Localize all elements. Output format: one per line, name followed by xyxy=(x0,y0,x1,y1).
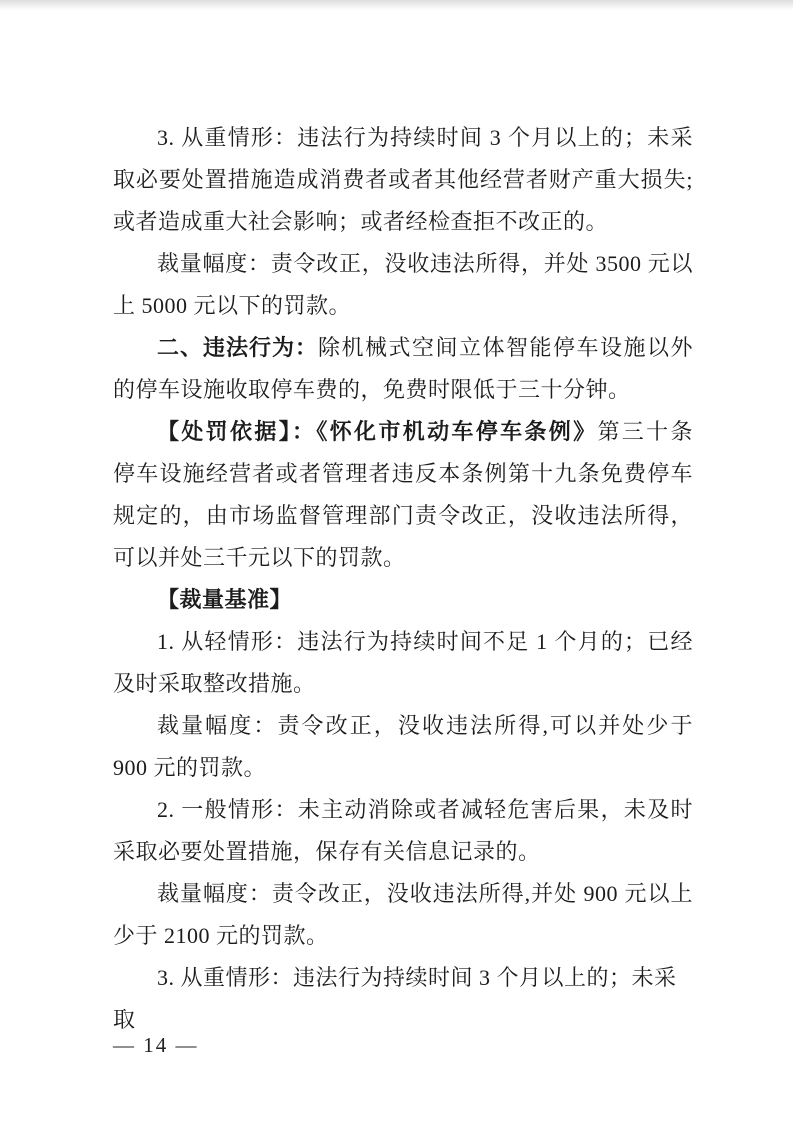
paragraph-aggravated-case-1 xyxy=(113,117,693,243)
paragraph-text: 裁量幅度：责令改正，没收违法所得,可以并处少于 900 元的罚款。 xyxy=(113,713,693,780)
violation-heading-bold: 二、违法行为： xyxy=(157,335,318,360)
paragraph-discretion-benchmark-heading xyxy=(113,579,693,621)
discretion-benchmark-heading-bold: 【裁量基准】 xyxy=(157,587,293,612)
document-text-block xyxy=(113,117,716,1041)
paragraph-penalty-basis xyxy=(113,411,716,579)
penalty-basis-heading-bold: 【处罚依据】：《怀化市机动车停车条例》 xyxy=(157,419,598,444)
paragraph-lenient-case xyxy=(113,621,693,705)
paragraph-text: 第三十条 停车设施经营者或者管理者违反本条例第十九条免费停车规定的，由市场监督管理部门责令改正，没收违法所得，可以并处三千元以下的罚款。 xyxy=(113,419,716,570)
paragraph-penalty-range-lenient xyxy=(113,705,693,789)
paragraph-text: 裁量幅度：责令改正，没收违法所得，并处 3500 元以上 5000 元以下的罚款。 xyxy=(113,251,693,318)
paragraph-text: 除机械式空间立体智能停车设施以外的停车设施收取停车费的，免费时限低于三十分钟。 xyxy=(113,335,693,402)
paragraph-text: 裁量幅度：责令改正，没收违法所得,并处 900 元以上少于 2100 元的罚款。 xyxy=(113,881,693,948)
paragraph-general-case xyxy=(113,789,693,873)
paragraph-text: 1. 从轻情形：违法行为持续时间不足 1 个月的；已经及时采取整改措施。 xyxy=(113,629,693,696)
paragraph-text: 3. 从重情形：违法行为持续时间 3 个月以上的；未采取必要处置措施造成消费者或者其他经营者财产重大损失;或者造成重大社会影响；或者经检查拒不改正的。 xyxy=(113,125,693,234)
page-number: — 14 — xyxy=(113,1033,199,1057)
paragraph-text: 3. 从重情形：违法行为持续时间 3 个月以上的；未采取 xyxy=(113,965,677,1032)
scan-edge-shadow xyxy=(0,0,793,10)
paragraph-penalty-range-1 xyxy=(113,243,693,327)
paragraph-violation-2 xyxy=(113,327,693,411)
paragraph-aggravated-case-2-truncated xyxy=(113,957,693,1041)
paragraph-text: 2. 一般情形：未主动消除或者减轻危害后果，未及时采取必要处置措施，保存有关信息记录的。 xyxy=(113,797,693,864)
paragraph-penalty-range-general xyxy=(113,873,693,957)
